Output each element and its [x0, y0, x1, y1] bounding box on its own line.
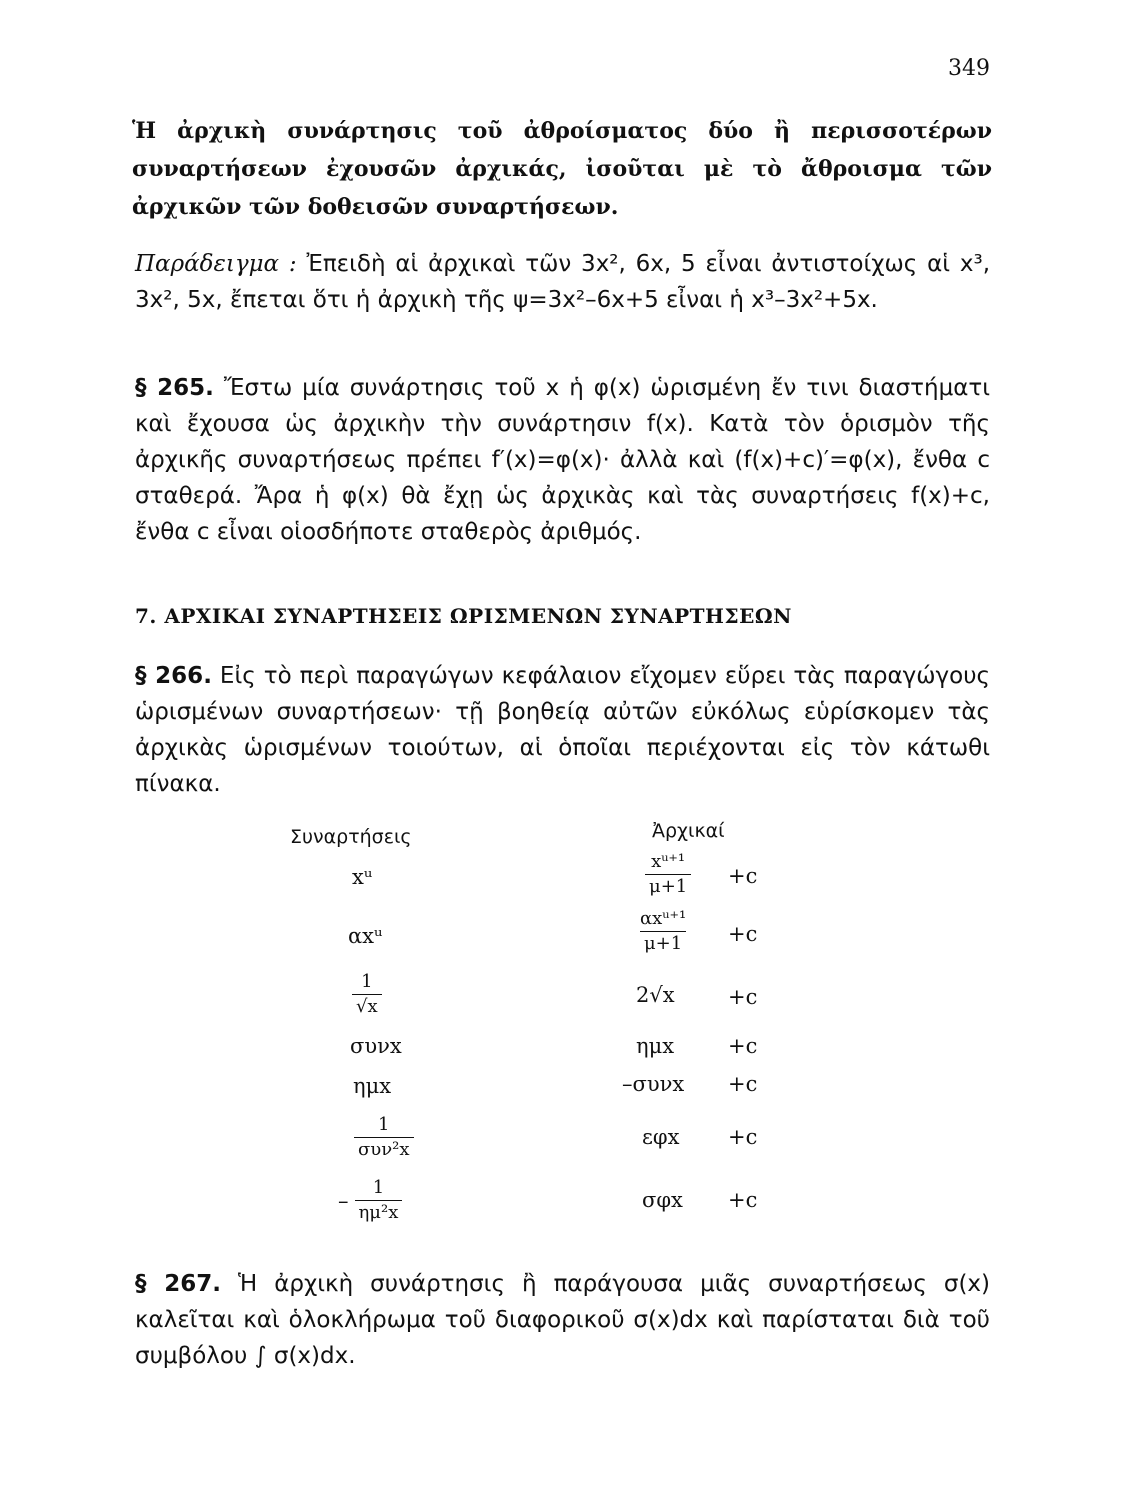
section-267 — [135, 1266, 990, 1374]
antiderivative-cell: $\frac{\text{αxᵘ⁺¹}}{\mu+1}$ — [640, 908, 687, 954]
section-266 — [135, 658, 990, 802]
section-266-text: Εἰς τὸ περὶ παραγώγων κεφάλαιον εἴχομεν εὕρει τὰς παραγώγους ὡρισμένων συναρτήσεων· τῇ βοηθείᾳ αὐτῶν εὐκόλως εὑρίσκομεν τὰς ἀρχικὰς ὡρισμένων τοιούτων, αἱ ὁποῖαι περιέχονται εἰς τὸν κάτωθι πίνακα. — [135, 663, 991, 797]
antiderivative-cell: –συνx — [622, 1072, 685, 1096]
antiderivative-cell: $\frac{\text{xᵘ⁺¹}}{\mu+1}$ — [645, 850, 691, 899]
function-cell: συνx — [350, 1034, 402, 1058]
antiderivative-cell: σφx — [642, 1188, 683, 1212]
example-paragraph — [135, 246, 990, 318]
function-cell: $\frac{1}{\text{συν²x}}$ — [354, 1113, 414, 1162]
plus-c: +c — [728, 1125, 758, 1149]
section-265-number: § 265. — [135, 375, 214, 401]
function-cell: ημx — [353, 1074, 392, 1098]
section-267-number: § 267. — [135, 1271, 221, 1297]
section-265-text: Ἔστω μία συνάρτησις τοῦ x ἡ φ(x) ὡρισμένη ἔν τινι διαστήματι καὶ ἔχουσα ὡς ἀρχικὴν τὴν συνάρτησιν f(x). Κατὰ τὸν ὁρισμὸν τῆς ἀρχικῆς συναρτήσεως πρέπει f′(x)=φ(x)· ἀλλὰ καὶ (f(x)+c)′=φ(x), ἔνθα c σταθερά. Ἄρα ἡ φ(x) θὰ ἔχῃ ὡς ἀρχικὰς καὶ τὰς συναρτήσεις f(x)+c, ἔνθα c εἶναι οἱοσδήποτε σταθερὸς ἀριθμός. — [135, 375, 990, 545]
page-number: 349 — [948, 56, 990, 81]
antiderivative-cell: 2√x — [636, 983, 675, 1007]
section-267-text: Ἡ ἀρχικὴ συνάρτησις ἢ παράγουσα μιᾶς συναρτήσεως σ(x) καλεῖται καὶ ὁλοκλήρωμα τοῦ διαφορικοῦ σ(x)dx καὶ παρίσταται διὰ τοῦ συμβόλου ∫ σ(x)dx. — [135, 1271, 990, 1369]
example-label: Παράδειγμα : — [135, 251, 297, 277]
antiderivative-cell: εφx — [642, 1125, 680, 1149]
function-cell: – $\frac{1}{\text{ημ²x}}$ — [338, 1176, 402, 1225]
theorem-statement: Ἡ ἀρχικὴ συνάρτησις τοῦ ἀθροίσματος δύο ἢ περισσοτέρων συναρτήσεων ἐχουσῶν ἀρχικάς, ἰσοῦται μὲ τὸ ἄθροισμα τῶν ἀρχικῶν τῶν δοθεισῶν συναρτήσεων. — [132, 118, 992, 220]
section-heading: 7. ΑΡΧΙΚΑΙ ΣΥΝΑΡΤΗΣΕΙΣ ΩΡΙΣΜΕΝΩΝ ΣΥΝΑΡΤΗΣΕΩΝ — [135, 604, 792, 628]
function-cell: $\frac{1}{√x}$ — [352, 970, 382, 1019]
example-text: Ἐπειδὴ αἱ ἀρχικαὶ τῶν 3x², 6x, 5 εἶναι ἀντιστοίχως αἱ x³, 3x², 5x, ἔπεται ὅτι ἡ ἀρχικὴ τῆς ψ=3x²–6x+5 εἶναι ἡ x³–3x²+5x. — [135, 251, 991, 313]
plus-c: +c — [728, 922, 758, 946]
plus-c: +c — [728, 1072, 758, 1096]
plus-c: +c — [728, 1034, 758, 1058]
plus-c: +c — [728, 864, 758, 888]
column-header-functions: Συναρτήσεις — [290, 826, 412, 848]
section-265 — [135, 370, 990, 550]
function-cell: αxᵘ — [348, 924, 383, 948]
column-header-antiderivatives: Ἀρχικαί — [652, 820, 725, 842]
section-266-number: § 266. — [135, 663, 212, 689]
function-cell: xᵘ — [352, 865, 373, 889]
plus-c: +c — [728, 1188, 758, 1212]
antiderivative-cell: ημx — [636, 1034, 675, 1058]
plus-c: +c — [728, 985, 758, 1009]
